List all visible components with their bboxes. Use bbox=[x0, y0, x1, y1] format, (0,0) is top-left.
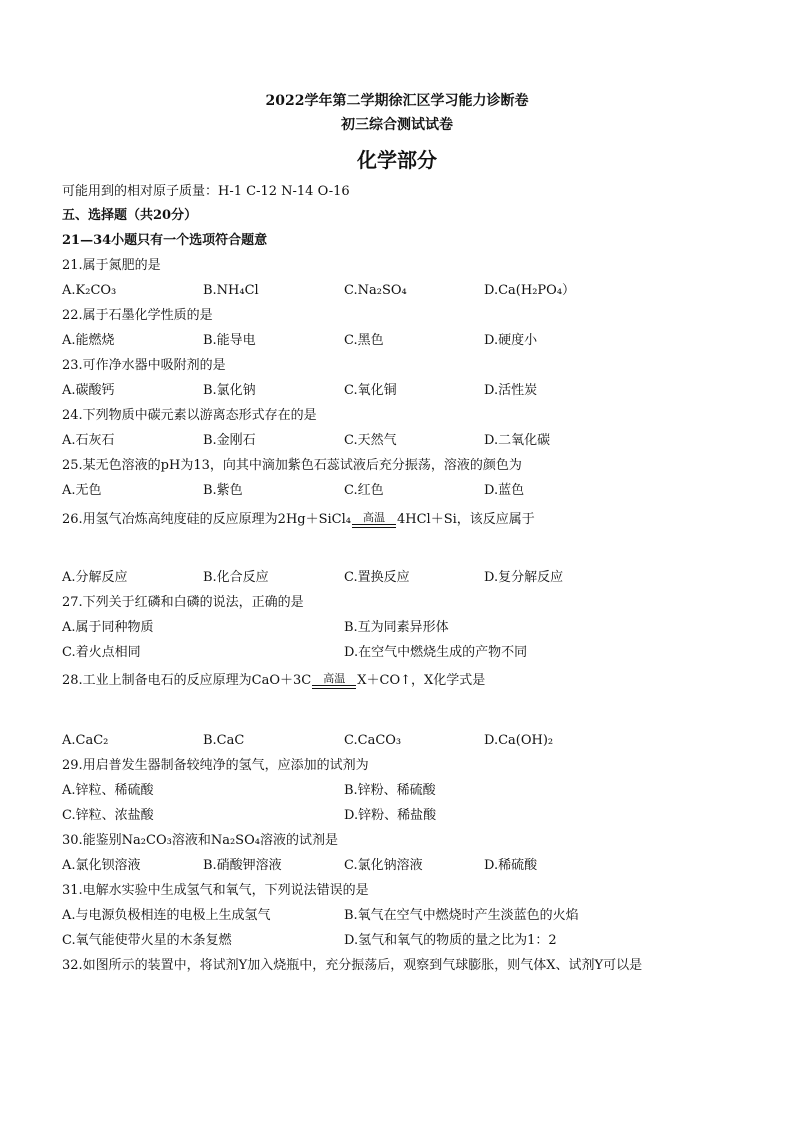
question-26-stem-products: 4HCl＋Si，该反应属于 bbox=[396, 512, 535, 527]
question-28-stem-reactants: 28.工业上制备电石的反应原理为CaO＋3C bbox=[62, 673, 312, 688]
question-21-option-d: D.Ca(H₂PO₄） bbox=[484, 283, 576, 298]
question-30-option-c: C.氯化钠溶液 bbox=[344, 858, 423, 873]
reaction-condition-arrow bbox=[352, 512, 396, 528]
question-29-option-a: A.锌粒、稀硫酸 bbox=[62, 783, 154, 798]
question-31-option-c: C.氧气能使带火星的木条复燃 bbox=[62, 933, 232, 948]
question-28-stem bbox=[62, 673, 485, 689]
question-22-stem: 22.属于石墨化学性质的是 bbox=[62, 308, 213, 323]
question-24-option-d: D.二氧化碳 bbox=[484, 433, 551, 448]
atomic-mass-note: 可能用到的相对原子质量：H-1 C-12 N-14 O-16 bbox=[62, 184, 350, 199]
question-26-option-b: B.化合反应 bbox=[203, 570, 269, 585]
question-31-option-b: B.氧气在空气中燃烧时产生淡蓝色的火焰 bbox=[344, 908, 579, 923]
question-26-option-a: A.分解反应 bbox=[62, 570, 128, 585]
reaction-equals-sign bbox=[352, 524, 396, 528]
question-23-stem: 23.可作净水器中吸附剂的是 bbox=[62, 358, 226, 373]
question-26-stem bbox=[62, 512, 535, 528]
section-instruction: 21—34小题只有一个选项符合题意 bbox=[62, 233, 268, 248]
question-30-option-d: D.稀硫酸 bbox=[484, 858, 538, 873]
question-28-option-a: A.CaC₂ bbox=[62, 733, 109, 748]
question-30-stem: 30.能鉴别Na₂CO₃溶液和Na₂SO₄溶液的试剂是 bbox=[62, 833, 338, 848]
question-27-option-c: C.着火点相同 bbox=[62, 645, 141, 660]
question-31-option-d: D.氢气和氧气的物质的量之比为1：2 bbox=[344, 933, 557, 948]
question-29-option-b: B.锌粉、稀硫酸 bbox=[344, 783, 436, 798]
reaction-condition: 高温 bbox=[362, 511, 385, 524]
reaction-equals-sign bbox=[312, 685, 356, 689]
question-21-option-c: C.Na₂SO₄ bbox=[344, 283, 407, 298]
question-23-option-d: D.活性炭 bbox=[484, 383, 538, 398]
question-27-option-b: B.互为同素异形体 bbox=[344, 620, 449, 635]
exam-subtitle: 初三综合测试试卷 bbox=[341, 117, 453, 133]
question-24-stem: 24.下列物质中碳元素以游离态形式存在的是 bbox=[62, 408, 317, 423]
question-24-option-b: B.金刚石 bbox=[203, 433, 256, 448]
section-title: 五、选择题（共20分） bbox=[62, 208, 198, 223]
reaction-condition-arrow bbox=[312, 673, 356, 689]
question-22-option-c: C.黑色 bbox=[344, 333, 384, 348]
question-27-option-a: A.属于同种物质 bbox=[62, 620, 154, 635]
question-25-stem: 25.某无色溶液的pH为13，向其中滴加紫色石蕊试液后充分振荡，溶液的颜色为 bbox=[62, 458, 522, 473]
reaction-condition: 高温 bbox=[323, 672, 346, 685]
question-28-stem-products: X＋CO↑，X化学式是 bbox=[357, 673, 486, 688]
question-22-option-a: A.能燃烧 bbox=[62, 333, 115, 348]
question-25-option-c: C.红色 bbox=[344, 483, 384, 498]
question-29-option-c: C.锌粒、浓盐酸 bbox=[62, 808, 154, 823]
question-24-option-c: C.天然气 bbox=[344, 433, 397, 448]
question-27-option-d: D.在空气中燃烧生成的产物不同 bbox=[344, 645, 528, 660]
question-30-option-b: B.硝酸钾溶液 bbox=[203, 858, 282, 873]
question-26-option-d: D.复分解反应 bbox=[484, 570, 564, 585]
question-25-option-a: A.无色 bbox=[62, 483, 102, 498]
question-32-stem: 32.如图所示的装置中，将试剂Y加入烧瓶中，充分振荡后，观察到气球膨胀，则气体X、试剂Y可以是 bbox=[62, 958, 643, 973]
question-21-stem: 21.属于氮肥的是 bbox=[62, 258, 161, 273]
question-25-option-b: B.紫色 bbox=[203, 483, 243, 498]
question-31-stem: 31.电解水实验中生成氢气和氧气，下列说法错误的是 bbox=[62, 883, 369, 898]
question-30-option-a: A.氯化钡溶液 bbox=[62, 858, 141, 873]
question-23-option-c: C.氧化铜 bbox=[344, 383, 397, 398]
question-28-option-d: D.Ca(OH)₂ bbox=[484, 733, 554, 748]
question-28-option-c: C.CaCO₃ bbox=[344, 733, 402, 748]
question-21-option-a: A.K₂CO₃ bbox=[62, 283, 117, 298]
question-25-option-d: D.蓝色 bbox=[484, 483, 525, 498]
question-24-option-a: A.石灰石 bbox=[62, 433, 115, 448]
question-23-option-b: B.氯化钠 bbox=[203, 383, 256, 398]
question-28-option-b: B.CaC bbox=[203, 733, 245, 748]
question-23-option-a: A.碳酸钙 bbox=[62, 383, 115, 398]
question-31-option-a: A.与电源负极相连的电极上生成氢气 bbox=[62, 908, 271, 923]
question-29-stem: 29.用启普发生器制备较纯净的氢气，应添加的试剂为 bbox=[62, 758, 369, 773]
exam-title: 2022学年第二学期徐汇区学习能力诊断卷 bbox=[265, 93, 529, 109]
question-27-stem: 27.下列关于红磷和白磷的说法，正确的是 bbox=[62, 595, 304, 610]
question-21-option-b: B.NH₄Cl bbox=[203, 283, 259, 298]
question-26-option-c: C.置换反应 bbox=[344, 570, 410, 585]
question-22-option-b: B.能导电 bbox=[203, 333, 256, 348]
question-29-option-d: D.锌粉、稀盐酸 bbox=[344, 808, 437, 823]
subject-title: 化学部分 bbox=[357, 148, 437, 172]
question-26-stem-reactants: 26.用氢气冶炼高纯度硅的反应原理为2Hg＋SiCl₄ bbox=[62, 512, 351, 527]
question-22-option-d: D.硬度小 bbox=[484, 333, 538, 348]
